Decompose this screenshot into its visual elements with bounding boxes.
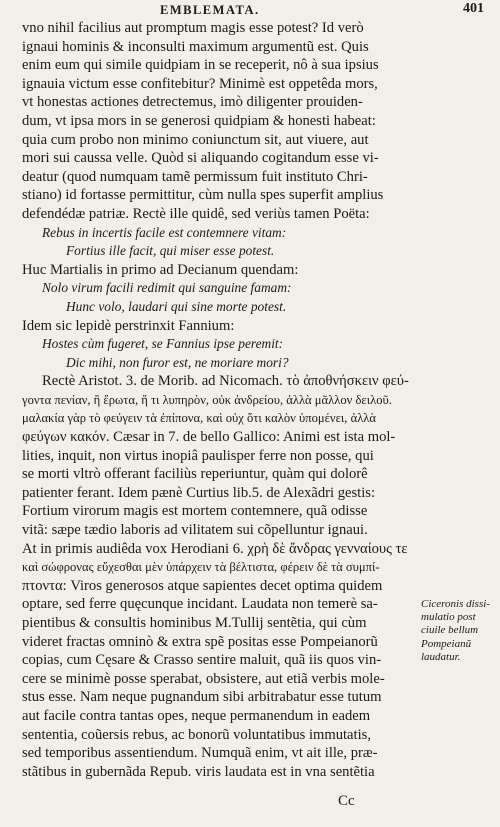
- text-line: cere se minimè posse sperabat, obsistere, aut etiã verbis mole-: [22, 670, 385, 687]
- text-line: se morti vltrò offerant faciliùs reperiuntur, quàm qui dolorê: [22, 466, 368, 483]
- running-header: EMBLEMATA.: [160, 3, 260, 17]
- text-line: Hostes cùm fugeret, se Fannius ipse peremit:: [42, 336, 284, 352]
- text-line: vno nihil facilius aut promptum magis esse potest? Id verò: [22, 20, 364, 36]
- text-line: patienter ferant. Idem pænè Curtius lib.5. de Alexãdri gestis:: [22, 484, 376, 501]
- text-line: dum, vt ipsa mors in se generosi quidpiam & honesti habeat:: [22, 112, 376, 129]
- text-line: φεύγων κακόν. Cæsar in 7. de bello Gallico: Animi est ista mol-: [22, 429, 396, 446]
- text-line: lities, inquit, non virtus inopiâ paulisper ferre non posse, qui: [22, 447, 374, 464]
- text-line: ignaui hominis & inconsulti maximum argumentũ est. Quis: [22, 38, 369, 55]
- text-line: videret fractas omninò & extra spẽ positas esse Pompeianorũ: [22, 633, 378, 650]
- text-line: stus esse. Nam neque pugnandum sibi arbitrabatur esse tutum: [22, 689, 382, 706]
- text-line: enim eum qui simile quidpiam in se receperit, nô à sua ipsius: [22, 57, 379, 74]
- text-line: pientibus & consultis hominibus M.Tullij sentẽtia, qui cùm: [22, 615, 367, 631]
- text-line: Fortius ille facit, qui miser esse potest.: [66, 243, 275, 259]
- text-line: Hunc volo, laudari qui sine morte potest.: [66, 298, 287, 314]
- text-line: sententia, coũersis rebus, ac bonorũ voluntatibus immutatis,: [22, 726, 371, 743]
- text-line: μαλακία γὰρ τὸ φεύγειν τὰ ἐπίπονα, καὶ οὐχ ὅτι καλὸν ὑπομένει, ἀλλὰ: [22, 411, 377, 426]
- margin-note-line: mulatio post: [421, 611, 476, 624]
- text-line: γοντα πενίαν, ἢ ἔρωτα, ἤ τι λυπηρὸν, οὐκ ἀνδρείου, ἀλλὰ μᾶλλον δειλοῦ.: [22, 392, 392, 407]
- text-line: πτοντα: Viros generosos atque sapientes decet optima quidem: [22, 577, 383, 594]
- text-line: defendédæ patriæ. Rectè ille quidê, sed veriùs tamen Poëta:: [22, 205, 370, 222]
- margin-note-line: laudatur.: [421, 650, 461, 663]
- text-line: stiano) id fortasse permittitur, cùm nulla spes superfit amplius: [22, 187, 384, 204]
- main-text-block: [22, 19, 416, 781]
- margin-note-line: ciuile bellum: [421, 624, 479, 637]
- text-line: Rectè Aristot. 3. de Morib. ad Nicomach. τὸ ἀποθνήσκειν φεύ-: [42, 373, 409, 390]
- text-line: Huc Martialis in primo ad Decianum quendam:: [22, 261, 299, 278]
- text-line: Nolo virum facili redimit qui sanguine famam:: [42, 280, 292, 296]
- text-line: Rebus in incertis facile est contemnere vitam:: [42, 224, 287, 240]
- text-line: vt honestas actiones detrectemus, imò diligenter prouiden-: [22, 94, 363, 111]
- text-line: mori sui caussa velle. Quòd si aliquando cogitandum esse vi-: [22, 150, 379, 167]
- text-line: sed temporibus assentiendum. Numquã enim, vt ait ille, præ-: [22, 745, 378, 762]
- margin-note-line: Pompeianũ: [421, 637, 472, 650]
- margin-note-line: Ciceronis dissi-: [421, 598, 490, 610]
- text-line: vitã: sæpe tædio laboris ad vilitatem sui cõpelluntur ignaui.: [22, 522, 368, 539]
- text-line: Fortium virorum magis est mortem contemnere, quã odisse: [22, 503, 368, 520]
- text-line: optare, sed ferre quęcunque incidant. Laudata non temerè sa-: [22, 596, 378, 613]
- text-line: Idem sic lepidè perstrinxit Fannium:: [22, 317, 235, 334]
- text-line: καὶ σώφρονας εὔχεσθαι μὲν ὑπάρχειν τὰ βέλτιστα, φέρειν δὲ τὰ συμπί-: [22, 560, 380, 575]
- text-line: deatur (quod numquam tamẽ permissum fuit instituto Chri-: [22, 168, 368, 185]
- text-line: stãtibus in gubernãda Repub. viris laudata est in vna sentẽtia: [22, 763, 375, 780]
- margin-note: [421, 598, 497, 664]
- text-line: ignauia victum esse confitebitur? Minimè est oppetêda mors,: [22, 75, 378, 92]
- text-line: quia cum probo non minimo coniunctum sit, aut viuere, aut: [22, 131, 369, 148]
- text-line: Dic mihi, non furor est, ne moriare mori?: [66, 354, 289, 370]
- text-line: At in primis audiêda vox Herodiani 6. χρὴ δὲ ἄνδρας γενναίους τε: [22, 540, 408, 557]
- page-number: 401: [463, 1, 484, 16]
- signature-mark: Cc: [338, 793, 355, 809]
- text-line: copias, cum Cęsare & Crasso sentire maluit, quã iis quos vin-: [22, 652, 382, 669]
- text-line: aut facile contra tantas opes, neque permanendum in eadem: [22, 707, 371, 724]
